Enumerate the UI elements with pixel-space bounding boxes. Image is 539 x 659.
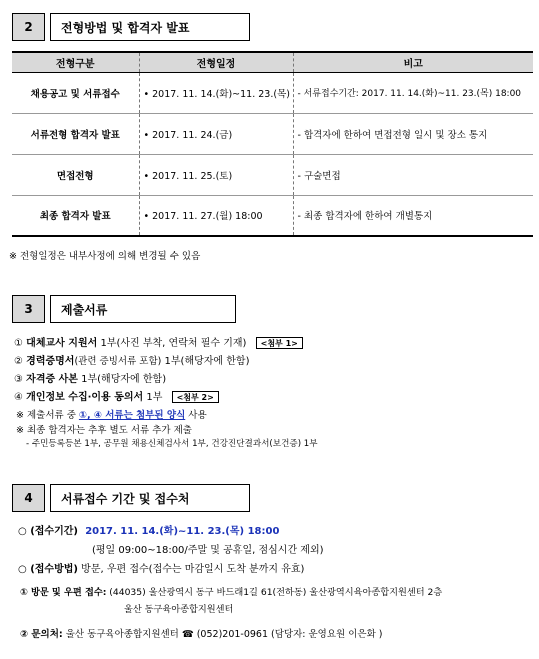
submission-method (18, 560, 304, 575)
header-schedule: 전형일정 (139, 52, 293, 72)
section-4-number: 4 (12, 484, 45, 512)
cell-remark: - 합격자에 한하여 면접전형 일시 및 장소 통지 (293, 113, 533, 154)
attachment-badge: <첨부 1> (256, 337, 303, 349)
cell-schedule: • 2017. 11. 27.(월) 18:00 (139, 195, 293, 236)
item-detail: 1부(해당자에 한함) (77, 374, 167, 385)
document-item-1 (14, 334, 303, 349)
note-text: ※ 제출서류 중 (16, 410, 79, 421)
documents-note-3: - 주민등록등본 1부, 공무원 채용신체검사서 1부, 건강진단결과서(보건증) 1부 (26, 439, 318, 449)
documents-note-2: ※ 최종 합격자는 추후 별도 서류 추가 제출 (16, 425, 192, 436)
visit-mail-address (20, 584, 442, 598)
item-title: 대체교사 지원서 (26, 338, 98, 349)
section-2-number: 2 (12, 13, 45, 41)
section-3-number: 3 (12, 295, 45, 323)
header-remark: 비고 (293, 52, 533, 72)
cell-remark: - 서류접수기간: 2017. 11. 14.(화)~11. 23.(목) 18:00 (293, 72, 533, 113)
contact-label: ② 문의처: (20, 629, 63, 640)
item-marker: ③ (14, 374, 23, 385)
visit-mail-address-2: 울산 동구육아종합지원센터 (124, 604, 234, 615)
item-title: 경력증명서 (26, 356, 75, 367)
item-title: 자격증 사본 (26, 374, 78, 385)
section-2-header (12, 13, 250, 41)
item-marker: ② (14, 356, 23, 367)
cell-remark: - 구술면접 (293, 154, 533, 195)
cell-category: 서류전형 합격자 발표 (12, 113, 139, 154)
contact-info (20, 626, 382, 640)
visit-value: (44035) 울산광역시 동구 바드래1길 61(전하동) 울산광역시육아종합지원센터 2층 (106, 587, 443, 598)
header-category: 전형구분 (12, 52, 139, 72)
method-value: 방문, 우편 접수(접수는 마감일시 도착 분까지 유효) (78, 564, 305, 575)
schedule-table (12, 51, 533, 237)
item-detail: 1부(해당자에 한함) (161, 356, 250, 367)
section-4-title: 서류접수 기간 및 접수처 (50, 484, 250, 512)
cell-category: 최종 합격자 발표 (12, 195, 139, 236)
document-item-4 (14, 388, 219, 403)
section-2-title: 전형방법 및 합격자 발표 (50, 13, 250, 41)
table-header-row (12, 52, 533, 72)
cell-schedule: • 2017. 11. 14.(화)~11. 23.(목) (139, 72, 293, 113)
item-detail: 1부(사진 부착, 연락처 필수 기재) (97, 338, 247, 349)
cell-remark: - 최종 합격자에 한하여 개별통지 (293, 195, 533, 236)
cell-schedule: • 2017. 11. 24.(금) (139, 113, 293, 154)
documents-note-1 (16, 407, 207, 421)
item-marker: ① (14, 338, 23, 349)
section-3-header (12, 295, 236, 323)
cell-category: 채용공고 및 서류접수 (12, 72, 139, 113)
template-form-link[interactable]: ①, ④ 서류는 첨부된 양식 (78, 410, 186, 421)
period-value: 2017. 11. 14.(화)~11. 23.(목) 18:00 (85, 526, 280, 537)
section-3-title: 제출서류 (50, 295, 236, 323)
period-label: ○ (접수기간) (18, 526, 78, 537)
section-4-header (12, 484, 250, 512)
document-item-2 (14, 352, 250, 367)
table-row (12, 72, 533, 113)
item-detail-small: (관련 증빙서류 포함) (74, 356, 162, 367)
cell-category: 면접전형 (12, 154, 139, 195)
attachment-badge: <첨부 2> (172, 391, 219, 403)
schedule-note: ※ 전형일정은 내부사정에 의해 변경될 수 있음 (9, 251, 201, 262)
period-sub: (평일 09:00~18:00/주말 및 공휴일, 점심시간 제외) (92, 545, 324, 556)
note-text: 사용 (185, 410, 207, 421)
visit-label: ① 방문 및 우편 접수: (20, 587, 107, 598)
item-detail: 1부 (143, 392, 163, 403)
table-row (12, 113, 533, 154)
table-row (12, 195, 533, 236)
method-label: ○ (접수방법) (18, 564, 78, 575)
cell-schedule: • 2017. 11. 25.(토) (139, 154, 293, 195)
document-item-3 (14, 370, 166, 385)
item-title: 개인정보 수집·이용 동의서 (26, 392, 144, 403)
submission-period (18, 522, 279, 537)
item-marker: ④ (14, 392, 23, 403)
contact-value: 울산 동구육아종합지원센터 ☎ (052)201-0961 (담당자: 운영요원 이은화 ) (62, 629, 383, 640)
table-row (12, 154, 533, 195)
